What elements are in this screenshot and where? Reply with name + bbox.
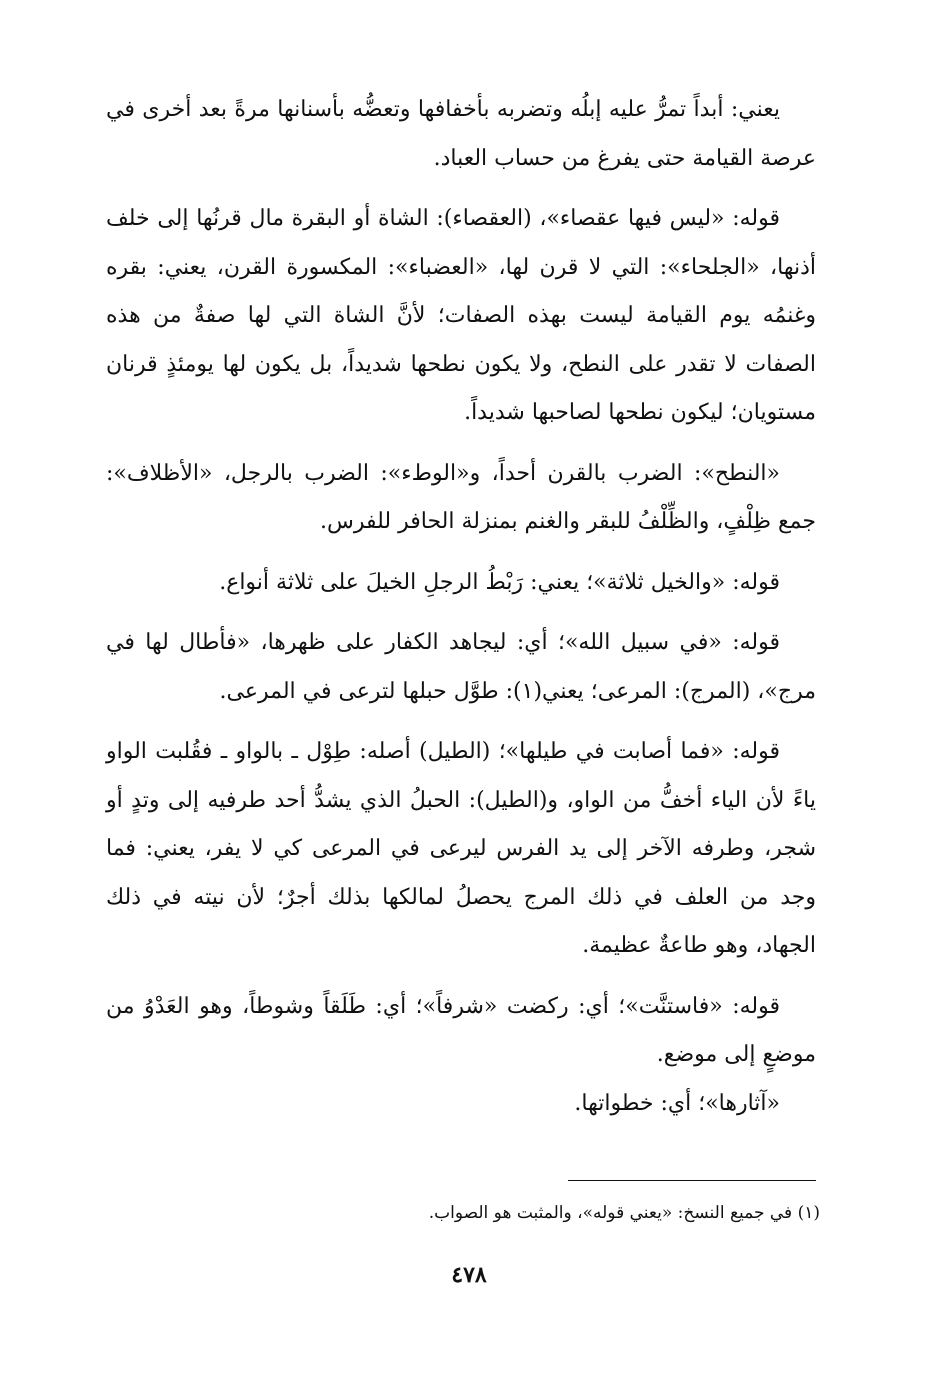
- paragraph-2: قوله: «ليس فيها عقصاء»، (العقصاء): الشاة أو البقرة مال قرنُها إلى خلف أذنها، «الجلحاء»: التي لا قرن لها، «العضباء»: المكسورة القرن، يعني: بقره وغنمُه يوم القيامة ليست بهذه الصفات؛ لأنَّ الشاة التي لها صفةٌ من هذه الصفات لا تقدر على النطح، ولا يكون نطحها شديداً، بل يكون لها يومئذٍ قرنان مستويان؛ ليكون نطحها لصاحبها شديداً.: [106, 206, 816, 425]
- footnote: (١) في جميع النسخ: «يعني قوله»، والمثبت هو الصواب.: [428, 1203, 820, 1223]
- paragraph-7: قوله: «فاستنَّت»؛ أي: ركضت «شرفاً»؛ أي: طَلَقاً وشوطاً، وهو العَدْوُ من موضعٍ إلى موضع.: [106, 993, 816, 1067]
- footnote-divider: [568, 1180, 816, 1181]
- main-text: [106, 86, 816, 1128]
- paragraph-1: يعني: أبداً تمرُّ عليه إبلُه وتضربه بأخفافها وتعضُّه بأسنانها مرةً بعد أخرى في عرصة القيامة حتى يفرغ من حساب العباد.: [106, 97, 816, 171]
- paragraph-8: «آثارها»؛ أي: خطواتها.: [574, 1090, 780, 1116]
- paragraph-6: قوله: «فما أصابت في طيلها»؛ (الطيل) أصله: طِوْل ـ بالواو ـ فقُلبت الواو ياءً لأن الياء أخفُّ من الواو، و(الطيل): الحبلُ الذي يشدُّ أحد طرفيه إلى وتدٍ أو شجر، وطرفه الآخر إلى يد الفرس ليرعى في المرعى كي لا يفر، يعني: فما وجد من العلف في ذلك المرج يحصلُ لمالكها بذلك أجرٌ؛ لأن نيته في ذلك الجهاد، وهو طاعةٌ عظيمة.: [106, 739, 816, 958]
- paragraph-3: «النطح»: الضرب بالقرن أحداً، و«الوطء»: الضرب بالرجل، «الأظلاف»: جمع ظِلْفٍ، والظِّلْفُ للبقر والغنم بمنزلة الحافر للفرس.: [106, 460, 816, 534]
- paragraph-5: قوله: «في سبيل الله»؛ أي: ليجاهد الكفار على ظهرها، «فأطال لها في مرج»، (المرج): المرعى؛ يعني(١): طوَّل حبلها لترعى في المرعى.: [106, 630, 816, 704]
- paragraph-4: قوله: «والخيل ثلاثة»؛ يعني: رَبْطُ الرجلِ الخيلَ على ثلاثة أنواع.: [219, 569, 780, 595]
- page-number: ٤٧٨: [451, 1262, 487, 1288]
